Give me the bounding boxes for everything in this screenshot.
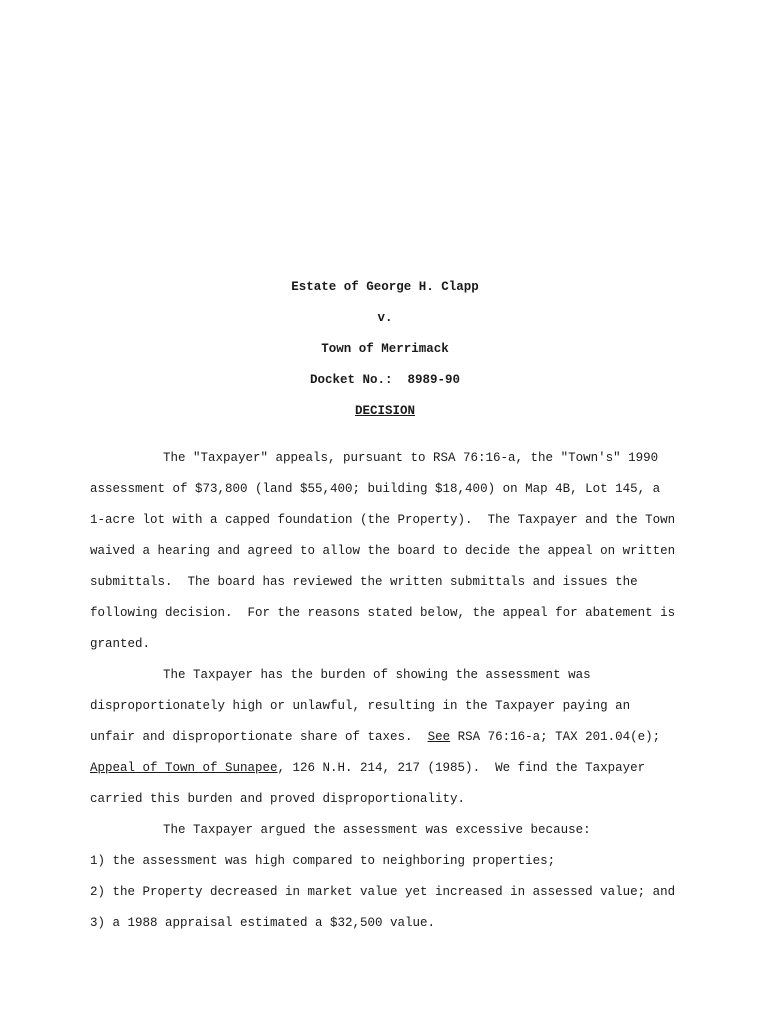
paragraph-2-line-1: The Taxpayer has the burden of showing the assessment was (163, 668, 591, 682)
paragraph-1-line-4: waived a hearing and agreed to allow the board to decide the appeal on written (90, 544, 676, 558)
paragraph-3-line-1: The Taxpayer argued the assessment was excessive because: (163, 823, 591, 837)
paragraph-1-line-5: submittals. The board has reviewed the written submittals and issues the (90, 575, 638, 589)
argument-item-2: 2) the Property decreased in market value yet increased in assessed value; and (90, 885, 676, 899)
respondent-name: Town of Merrimack (321, 342, 449, 356)
argument-item-3: 3) a 1988 appraisal estimated a $32,500 value. (90, 916, 436, 930)
paragraph-2-line-3-text: unfair and disproportionate share of taxes. (90, 730, 428, 744)
versus-label: v. (377, 311, 393, 325)
argument-item-1: 1) the assessment was high compared to neighboring properties; (90, 854, 556, 868)
case-title: Estate of George H. Clapp (291, 280, 479, 294)
paragraph-2-line-3 (90, 729, 660, 745)
citation-rsa: RSA 76:16-a; TAX 201.04(e); (450, 730, 661, 744)
paragraph-1-line-1: The "Taxpayer" appeals, pursuant to RSA 76:16-a, the "Town's" 1990 (163, 451, 659, 465)
paragraph-2-line-4-text: , 126 N.H. 214, 217 (1985). We find the Taxpayer (277, 761, 646, 775)
decision-heading-text: DECISION (354, 404, 415, 418)
paragraph-1-line-7: granted. (90, 637, 151, 651)
see-signal: See (427, 730, 451, 744)
paragraph-1-line-3: 1-acre lot with a capped foundation (the Property). The Taxpayer and the Town (90, 513, 676, 527)
paragraph-1-line-6: following decision. For the reasons stated below, the appeal for abatement is (90, 606, 676, 620)
paragraph-2-line-4 (90, 760, 645, 776)
docket-number: Docket No.: 8989-90 (309, 373, 461, 387)
paragraph-1-line-2: assessment of $73,800 (land $55,400; building $18,400) on Map 4B, Lot 145, a (90, 482, 661, 496)
paragraph-2-line-5: carried this burden and proved disproportionality. (90, 792, 466, 806)
decision-heading (0, 403, 770, 419)
case-citation: Appeal of Town of Sunapee (90, 761, 278, 775)
paragraph-2-line-2: disproportionately high or unlawful, resulting in the Taxpayer paying an (90, 699, 631, 713)
